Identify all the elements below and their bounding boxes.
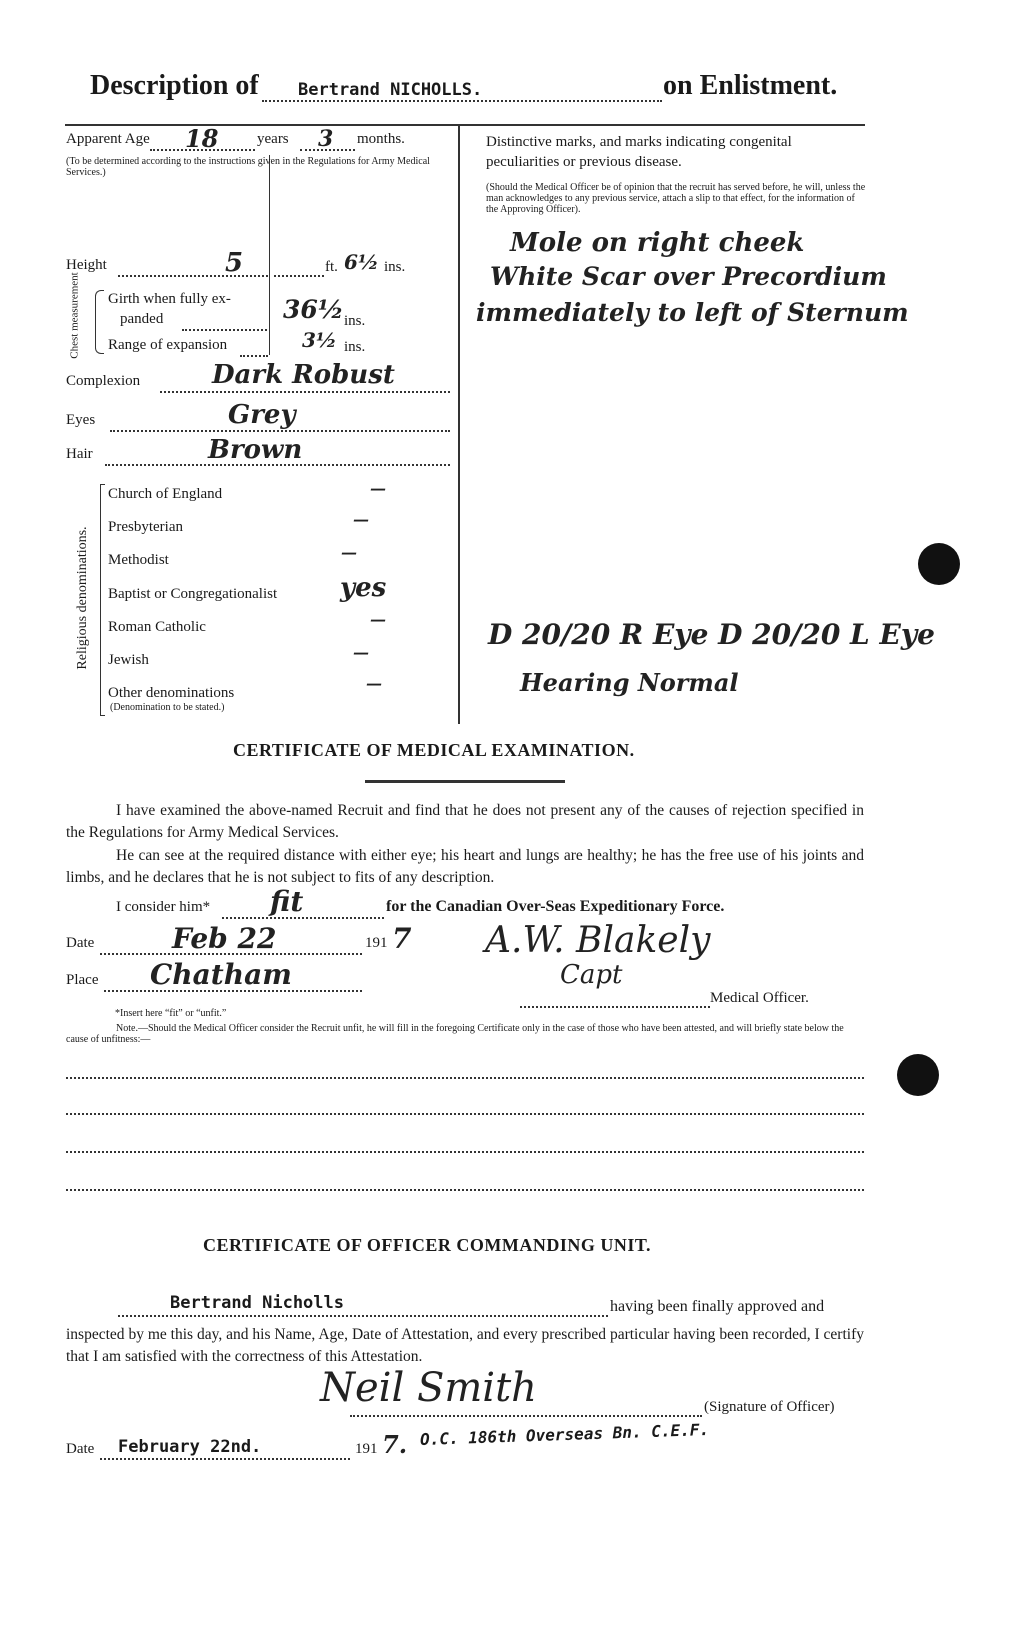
medical-officer-signature: A.W. Blakely — [485, 920, 711, 961]
inner-divider — [269, 155, 270, 355]
year-digit: 7 — [392, 922, 412, 955]
hair-label: Hair — [66, 446, 93, 462]
girth-value: 36½ — [283, 295, 344, 324]
complexion-value: Dark Robust — [212, 360, 395, 390]
unfitness-line — [66, 1151, 864, 1153]
religion-name: Roman Catholic — [108, 619, 206, 635]
eyes-value: Grey — [228, 400, 296, 430]
ft-label: ft. — [325, 259, 338, 275]
girth-unit: ins. — [344, 313, 366, 329]
insert-note: *Insert here “fit” or “unfit.” — [115, 1008, 227, 1019]
commanding-date-value: February 22nd. — [118, 1437, 262, 1457]
marks-note: (Should the Medical Officer be of opinion that the recruit has served before, he will, unless the man acknowledges to any previous service, attach a slip to that effect, for the information of the Approving Officer). — [486, 182, 866, 215]
eyes-label: Eyes — [66, 412, 96, 428]
consider-label: I consider him* — [116, 899, 211, 915]
header-prefix: Description of — [90, 70, 259, 101]
age-months-value: 3 — [318, 126, 334, 152]
unfit-note: Note.—Should the Medical Officer consider the Recruit unfit, he will fill in the foregoing Certificate only in the case of those who have been attested, and will briefly state below the cause of unfitness:— — [66, 1023, 844, 1045]
hearing-line: Hearing Normal — [520, 668, 739, 697]
religion-row — [108, 674, 448, 702]
date-label: Date — [66, 935, 95, 951]
denomination-note: (Denomination to be stated.) — [110, 702, 225, 713]
girth-label-2: panded — [120, 311, 164, 327]
religion-row — [108, 573, 448, 603]
medical-heading: CERTIFICATE OF MEDICAL EXAMINATION. — [233, 740, 635, 760]
religion-row — [108, 643, 448, 669]
age-note: (To be determined according to the instructions given in the Regulations for Army Medical Services.) — [66, 156, 430, 178]
religion-row — [108, 610, 448, 636]
years-label: years — [257, 131, 289, 147]
recruit-name-header: Bertrand NICHOLLS. — [298, 80, 483, 100]
religion-value: — — [366, 674, 382, 693]
unfitness-line — [66, 1189, 864, 1191]
medical-officer-label: Medical Officer. — [710, 990, 809, 1006]
height-ins-value: 6½ — [344, 250, 379, 274]
religion-value: — — [353, 643, 369, 662]
commanding-heading: CERTIFICATE OF OFFICER COMMANDING UNIT. — [203, 1235, 652, 1255]
range-unit: ins. — [344, 339, 366, 355]
signature-label: (Signature of Officer) — [704, 1399, 835, 1415]
months-label: months. — [357, 131, 405, 147]
punch-hole — [918, 543, 960, 585]
commanding-signature: Neil Smith — [320, 1365, 537, 1411]
chest-brace — [95, 290, 104, 354]
religion-value: — — [341, 543, 357, 562]
ins-label: ins. — [384, 259, 406, 275]
marks-line-3: immediately to left of Sternum — [476, 298, 909, 327]
hair-value: Brown — [208, 435, 303, 465]
height-label: Height — [66, 257, 107, 273]
religion-value: — — [370, 610, 386, 629]
religion-value: yes — [340, 573, 387, 603]
age-years-value: 18 — [185, 124, 219, 153]
heading-rule — [365, 780, 565, 783]
rank-value: Capt — [560, 960, 623, 990]
medical-date-value: Feb 22 — [172, 922, 277, 955]
religion-value: — — [370, 479, 386, 498]
medical-paragraph-1: I have examined the above-named Recruit and find that he does not present any of the causes of rejection specified in the Regulations for Army Medical Services. — [66, 802, 864, 841]
year-prefix: 191 — [365, 935, 388, 951]
marks-heading: Distinctive marks, and marks indicating congenital — [486, 134, 792, 150]
vision-line: D 20/20 R Eye D 20/20 L Eye — [488, 618, 935, 651]
column-divider — [458, 124, 460, 724]
place-value: Chatham — [150, 958, 292, 991]
religion-name: Jewish — [108, 652, 149, 668]
religion-name: Other denominations — [108, 685, 235, 701]
punch-hole — [897, 1054, 939, 1096]
religion-label: Religious denominations. — [75, 526, 90, 670]
unit-stamp: O.C. 186th Overseas Bn. C.E.F. — [419, 1419, 710, 1450]
unfitness-line — [66, 1113, 864, 1115]
commanding-year-prefix: 191 — [355, 1441, 378, 1457]
religion-value: — — [353, 510, 369, 529]
religion-row — [108, 543, 448, 569]
header-suffix: on Enlistment. — [663, 70, 838, 101]
range-value: 3½ — [302, 328, 337, 352]
complexion-label: Complexion — [66, 373, 141, 389]
apparent-age-label: Apparent Age — [66, 131, 150, 147]
religion-name: Presbyterian — [108, 519, 183, 535]
commanding-recruit-name: Bertrand Nicholls — [170, 1293, 344, 1313]
place-label: Place — [66, 972, 99, 988]
height-ft-value: 5 — [225, 248, 244, 278]
commanding-year-digit: 7. — [382, 1430, 408, 1459]
religion-name: Baptist or Congregationalist — [108, 586, 278, 602]
medical-paragraph-2: He can see at the required distance with either eye; his heart and lungs are healthy; he has the free use of his joints and limbs, and he declares that he is not subject to fits of any description. — [66, 847, 864, 886]
religion-row — [108, 510, 448, 536]
unfitness-line — [66, 1077, 864, 1079]
religion-row — [108, 479, 448, 503]
range-label: Range of expansion — [108, 337, 228, 353]
religion-name: Methodist — [108, 552, 169, 568]
approved-text: having been finally approved and — [610, 1298, 825, 1315]
marks-heading-2: peculiarities or previous disease. — [486, 154, 682, 170]
chest-label: Chest measurement — [68, 272, 81, 359]
religion-name: Church of England — [108, 486, 223, 502]
religion-brace — [100, 484, 105, 716]
fitness-value: fit — [270, 885, 304, 918]
commanding-date-label: Date — [66, 1441, 95, 1457]
marks-line-1: Mole on right cheek — [510, 228, 805, 258]
girth-label: Girth when fully ex- — [108, 291, 231, 307]
marks-line-2: White Scar over Precordium — [490, 262, 887, 291]
force-label: for the Canadian Over-Seas Expeditionary Force. — [386, 898, 725, 915]
commanding-paragraph: inspected by me this day, and his Name, Age, Date of Attestation, and every prescribed particular having been recorded, I certify that I am satisfied with the correctness of this Attestation. — [66, 1326, 864, 1365]
